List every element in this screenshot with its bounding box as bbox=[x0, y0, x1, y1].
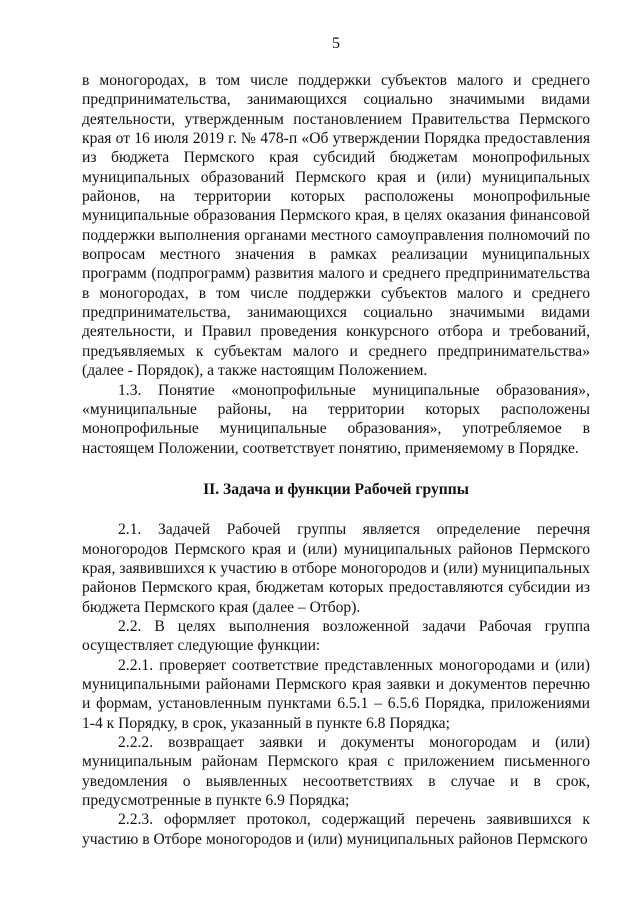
document-body bbox=[82, 71, 590, 849]
paragraph-2-2: 2.2. В целях выполнения возложенной задачи Рабочая группа осуществляет следующие функции: bbox=[82, 617, 590, 655]
paragraph-1-3: 1.3. Понятие «монопрофильные муниципальные образования», «муниципальные районы, на территории которых расположены монопрофильные муниципальные образования», употребляемое в настоящем Положении, соответствует понятию, применяемому в Порядке. bbox=[82, 381, 590, 457]
page-number: 5 bbox=[332, 35, 340, 52]
paragraph-2-2-1: 2.2.1. проверяет соответствие представленных моногородами и (или) муниципальными районами Пермского края заявки и документов перечню и формам, установленным пунктами 6.5.1 – 6.5.6 Порядка, приложениями 1-4 к Порядку, в срок, указанный в пункте 6.8 Порядка; bbox=[82, 656, 590, 732]
section-heading: II. Задача и функции Рабочей группы bbox=[203, 480, 469, 498]
paragraph-2-2-3: 2.2.3. оформляет протокол, содержащий перечень заявившихся к участию в Отборе моногородов и (или) муниципальных районов Пермского bbox=[82, 811, 590, 848]
paragraph-2-2-2: 2.2.2. возвращает заявки и документы моногородам и (или) муниципальным районам Пермского края с приложением письменного уведомления о выявленных несоответствиях в случае и в срок, предусмотренные в пункте 6.9 Порядка; bbox=[82, 734, 590, 810]
paragraph-2-1: 2.1. Задачей Рабочей группы является определение перечня моногородов Пермского края и (или) муниципальных районов Пермского края, заявившихся к участию в отборе моногородов и (или) муниципальных районов Пермского края, бюджетам которых предоставляются субсидии из бюджета Пермского края (далее – Отбор). bbox=[82, 521, 590, 616]
paragraph-1: в моногородах, в том числе поддержки субъектов малого и среднего предпринимательства, занимающихся социально значимыми видами деятельности, утвержденным постановлением Правительства Пермского края от 16 июля 2019 г. № 478-п «Об утверждении Порядка предоставления из бюджета Пермского края субсидий бюджетам монопрофильных муниципальных образований Пермского края и (или) муниципальных районов, на территории которых расположены монопрофильные муниципальные образования Пермского края, в целях оказания финансовой поддержки выполнения органами местного самоуправления полномочий по вопросам местного значения в рамках реализации муниципальных программ (подпрограмм) развития малого и среднего предпринимательства в моногородах, в том числе поддержки субъектов малого и среднего предпринимательства, занимающихся социально значимыми видами деятельности, и Правил проведения конкурсного отбора и требований, предъявляемых к субъектам малого и среднего предпринимательства» (далее - Порядок), а также настоящим Положением. bbox=[82, 72, 590, 380]
